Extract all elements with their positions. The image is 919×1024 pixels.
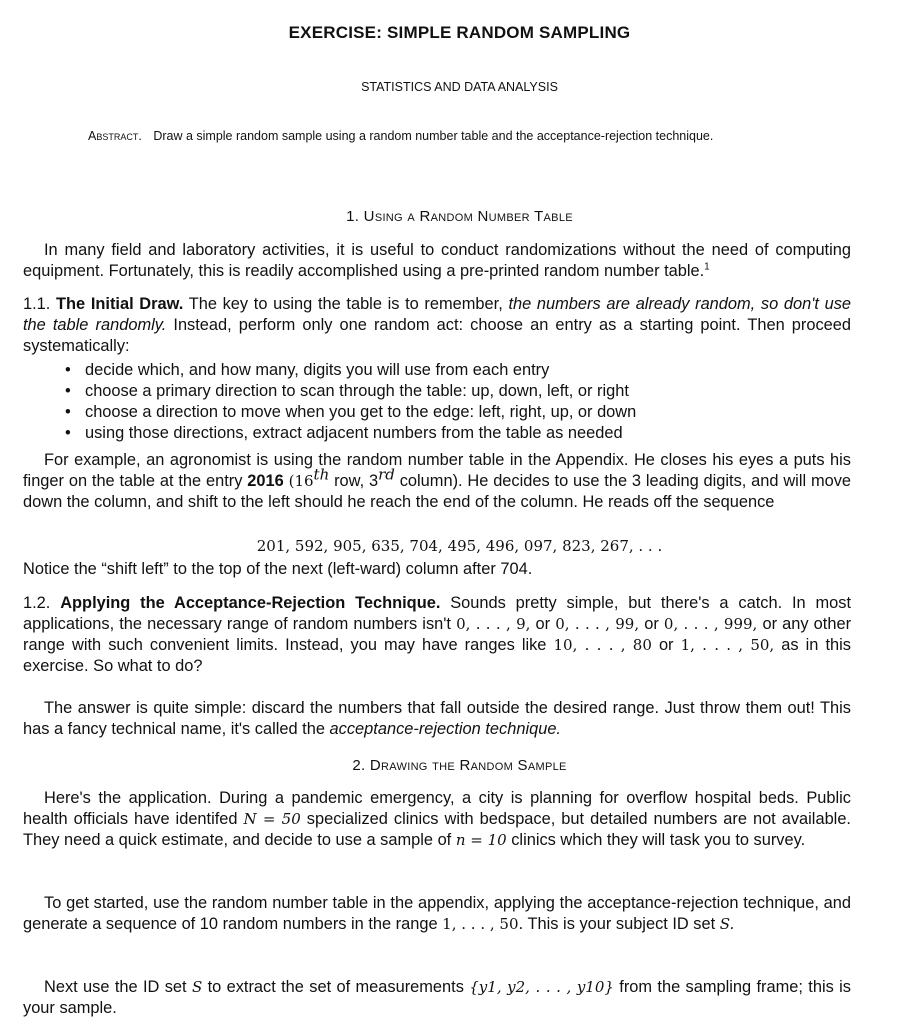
subsection-text: or any other range with such convenient limits. Instead, you may have ranges like [23,615,852,654]
id-set-symbol: S. [719,915,735,933]
range-math: 0, . . . , 99, [555,615,640,633]
subsection-title: The Initial Draw. [56,295,184,313]
range-math: 1, . . . , 50, [680,636,775,654]
list-item: • using those directions, extract adjacent numbers from the table as needed [63,423,636,444]
example-text: column). He decides to use the 3 leading digits, and will move down the column, and shift to the left should he reach the end of the column. He reads off the sequence [23,472,852,511]
footnote-mark: 1 [704,261,710,273]
measurement-set: {y1, y2, . . . , y10} [469,978,614,996]
paragraph-text: This is your subject ID set [527,915,716,933]
paragraph-text: specialized clinics with bedspace, but detailed numbers are not available. They need a quick estimate, and decide to use a sample of [23,810,851,849]
number-sequence: 201, 592, 905, 635, 704, 495, 496, 097, 823, 267, . . . [256,537,663,555]
example-text: For example, an agronomist is using the random number table in the Appendix. He closes his eyes a puts his finger on the table at the entry [23,451,851,490]
paragraph-text: from the sampling frame; this is your sample. [23,978,851,1017]
final-paragraph [23,977,851,1019]
paragraph-text: Next use the ID set [44,978,187,996]
steps-list [63,360,636,444]
subsection-text: Instead, perform only one random act: choose an entry as a starting point. Then proceed systematically: [23,316,852,355]
answer-text: The answer is quite simple: discard the numbers that fall outside the desired range. Just throw them out! This has a fancy technical name, it's called the [23,699,851,738]
paragraph-text: Here's the application. During a pandemic emergency, a city is planning for overflow hospital beds. Public health officials have identifed [23,789,851,828]
subsection-1-1 [23,294,851,357]
row-word: row, 3 [334,472,379,490]
notice-text: Notice the “shift left” to the top of the next (left-ward) column after 704. [23,560,533,578]
emphasis-text: the numbers are already random, so don't use the table randomly. [23,295,851,334]
example-paragraph [23,450,851,513]
instructions-paragraph [23,893,851,935]
intro-text: In many field and laboratory activities, it is useful to conduct randomizations without the need of computing equipment. Fortunately, this is readily accomplished using a pre-printed random number table. [23,241,851,280]
paragraph-text: To get started, use the random number table in the appendix, applying the acceptance-rejection technique, and generate a sequence of 10 random numbers in the range [23,894,851,933]
population-size: N = 50 [243,810,301,828]
subsection-text: Sounds pretty simple, but there's a catch. In most applications, the necessary range of random numbers isn't [23,594,852,633]
paragraph-text: to extract the set of measurements [207,978,464,996]
section-1-intro [23,240,851,282]
range-math: 0, . . . , 999, [663,615,758,633]
abstract-text: Draw a simple random sample using a random number table and the acceptance-rejection technique. [153,129,714,143]
abstract-label: Abstract. [88,129,142,143]
subsection-1-2 [23,593,851,677]
example-entry: 2016 [247,472,284,490]
subsection-number: 1.2. [23,594,51,612]
list-item: • decide which, and how many, digits you will use from each entry [63,360,636,381]
sample-size: n = 10 [455,831,507,849]
abstract [88,129,848,143]
document-subtitle: STATISTICS AND DATA ANALYSIS [361,80,558,94]
section-1-heading: 1. Using a Random Number Table [346,208,573,225]
id-set-symbol: S [191,978,203,996]
list-item: • choose a direction to move when you get to the edge: left, right, up, or down [63,402,636,423]
row-suffix: th [313,465,330,484]
answer-paragraph [23,698,851,740]
application-paragraph [23,788,851,851]
connector-word: or [644,615,659,633]
subsection-text: The key to using the table is to remember, [188,295,503,313]
connector-word: or [535,615,551,633]
row-number: (16 [288,472,314,490]
connector-word: or [658,636,674,654]
emphasis-text: acceptance-rejection technique. [329,720,561,738]
range-math: 0, . . . , 9, [456,615,531,633]
paragraph-text: clinics which they will task you to survey. [511,831,806,849]
list-item: • choose a primary direction to scan through the table: up, down, left, or right [63,381,636,402]
range-math: 10, . . . , 80 [553,636,652,654]
document-title: EXERCISE: SIMPLE RANDOM SAMPLING [288,23,631,42]
section-2-heading: 2. Drawing the Random Sample [352,757,567,774]
range-math: 1, . . . , 50. [442,915,524,933]
subsection-title: Applying the Acceptance-Rejection Technique. [60,594,441,612]
subsection-number: 1.1. [23,295,51,313]
subsection-text: as in this exercise. So what to do? [23,636,851,675]
col-suffix: rd [378,465,395,484]
